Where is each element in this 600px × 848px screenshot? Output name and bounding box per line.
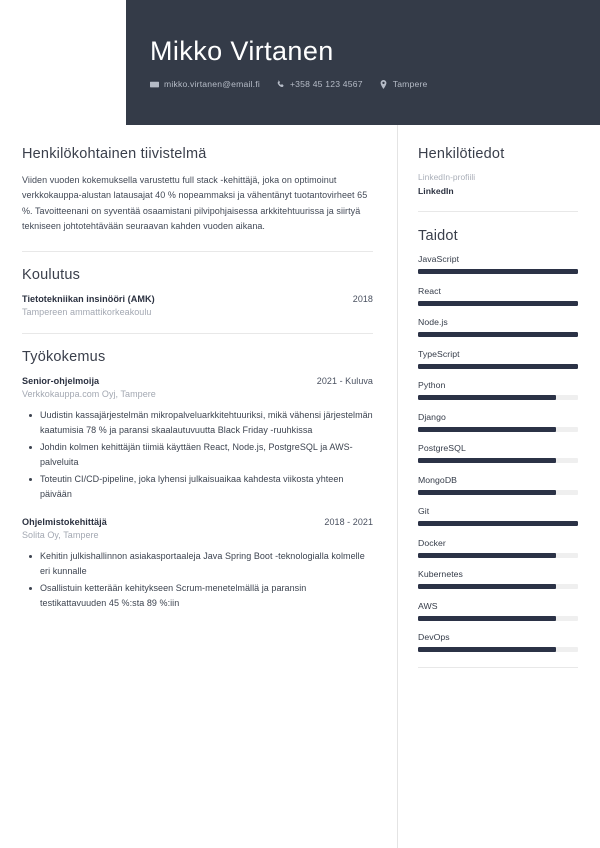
job-company: Verkkokauppa.com Oyj, Tampere [22, 388, 156, 399]
skill-item [418, 412, 578, 432]
education-school: Tampereen ammattikorkeakoulu [22, 306, 152, 317]
job-role: Ohjelmistokehittäjä [22, 516, 107, 527]
envelope-icon [150, 80, 159, 89]
skill-bar-fill [418, 616, 556, 621]
phone-icon [276, 80, 285, 89]
job-role: Senior-ohjelmoija [22, 375, 100, 386]
skill-label: MongoDB [418, 474, 457, 485]
divider [418, 667, 578, 668]
list-item: Kehitin julkishallinnon asiakasportaaleja Java Spring Boot -teknologialla kolmelle eri kunnalle [40, 549, 373, 579]
contact-row [150, 79, 600, 89]
section-summary [22, 146, 373, 235]
contact-location-text: Tampere [392, 79, 428, 90]
skill-bar-fill [418, 647, 556, 652]
skill-bar-fill [418, 553, 556, 558]
resume-header [126, 0, 600, 125]
skill-item [418, 380, 578, 400]
skill-item [418, 601, 578, 621]
personal-info-item [418, 172, 578, 196]
main-column [0, 125, 397, 848]
skill-bar-fill [418, 395, 556, 400]
job-bullets [22, 549, 373, 611]
personal-info-heading: Henkilötiedot [418, 146, 505, 162]
divider [22, 251, 373, 252]
divider [418, 211, 578, 212]
skill-item [418, 286, 578, 306]
section-personal-info [418, 146, 578, 196]
skill-bar-track [418, 490, 578, 495]
skill-bar-track [418, 521, 578, 526]
location-pin-icon [379, 80, 388, 89]
skill-bar-track [418, 364, 578, 369]
skill-bar-fill [418, 521, 578, 526]
contact-email-text: mikko.virtanen@email.fi [164, 79, 260, 90]
education-date: 2018 [352, 293, 373, 304]
skill-bar-fill [418, 301, 578, 306]
job-date: 2021 - Kuluva [316, 375, 373, 386]
skill-item [418, 475, 578, 495]
skill-bar-fill [418, 584, 556, 589]
skill-item [418, 538, 578, 558]
list-item: Toteutin CI/CD-pipeline, joka lyhensi julkaisuaikaa kahdesta viikosta yhteen päivään [40, 472, 373, 502]
resume-body [0, 125, 600, 848]
job-bullets [22, 408, 373, 503]
skill-item [418, 569, 578, 589]
skill-label: DevOps [418, 632, 450, 642]
skill-item [418, 632, 578, 652]
skill-label: JavaScript [418, 254, 460, 264]
skill-bar-track [418, 616, 578, 621]
skill-label: AWS [418, 600, 438, 611]
skill-bar-track [418, 458, 578, 463]
section-skills [418, 228, 578, 652]
education-degree: Tietotekniikan insinööri (AMK) [22, 293, 155, 304]
skill-label: Docker [418, 537, 446, 548]
divider [22, 333, 373, 334]
skill-item [418, 506, 578, 526]
sidebar-column [397, 125, 600, 848]
skill-item [418, 254, 578, 274]
skill-bar-fill [418, 458, 556, 463]
summary-heading: Henkilökohtainen tiivistelmä [22, 146, 207, 162]
linkedin-value[interactable]: LinkedIn [418, 186, 454, 196]
skill-bar-fill [418, 332, 578, 337]
education-heading: Koulutus [22, 266, 81, 283]
contact-location [379, 79, 428, 89]
skill-item [418, 443, 578, 463]
education-entry-head [22, 294, 373, 304]
section-experience [22, 349, 373, 611]
skill-bar-track [418, 301, 578, 306]
experience-entry [22, 376, 373, 503]
skill-bar-fill [418, 364, 578, 369]
skill-label: Python [418, 380, 446, 390]
skill-bar-track [418, 427, 578, 432]
job-company: Solita Oy, Tampere [22, 529, 99, 540]
skill-bar-fill [418, 427, 556, 432]
skill-label: Django [418, 411, 446, 422]
skill-bar-track [418, 647, 578, 652]
skill-label: PostgreSQL [418, 443, 466, 453]
skill-label: Node.js [418, 317, 448, 327]
list-item: Osallistuin ketterään kehitykseen Scrum-menetelmällä ja paransin testikattavuuden 45 %:sta 89 %:iin [40, 581, 373, 611]
skill-bar-track [418, 584, 578, 589]
skill-label: TypeScript [418, 348, 460, 359]
experience-entry [22, 517, 373, 611]
skill-bar-track [418, 332, 578, 337]
skill-bar-fill [418, 490, 556, 495]
skill-item [418, 349, 578, 369]
skills-list [418, 254, 578, 652]
experience-entry-head [22, 376, 373, 386]
contact-phone [276, 79, 363, 89]
education-entry [22, 294, 373, 317]
contact-phone-text: +358 45 123 4567 [289, 79, 363, 90]
contact-email [150, 79, 260, 89]
skill-bar-fill [418, 269, 578, 274]
skill-item [418, 317, 578, 337]
experience-entry-head [22, 517, 373, 527]
skill-bar-track [418, 553, 578, 558]
skill-label: Kubernetes [418, 569, 463, 579]
skill-label: React [418, 285, 441, 296]
skills-heading: Taidot [418, 228, 458, 244]
section-education [22, 267, 373, 317]
linkedin-label: LinkedIn-profiili [418, 172, 476, 182]
skill-label: Git [418, 506, 430, 516]
experience-heading: Työkokemus [22, 348, 106, 365]
summary-text: Viiden vuoden kokemuksella varustettu full stack -kehittäjä, joka on optimoinut verkkokauppa-alustan latausajat 40 % nopeammaksi ja vähentänyt tuotantovirheet 65 %. Tavoitteenani on syventää osaamistani pilvipohjaisessa arkkitehtuurissa ja siirtyä tekniseen johtotehtävään seuraavan kahden vuoden aikana. [22, 175, 368, 232]
skill-bar-track [418, 395, 578, 400]
job-date: 2018 - 2021 [324, 516, 373, 527]
list-item: Johdin kolmen kehittäjän tiimiä käyttäen React, Node.js, PostgreSQL ja AWS-palveluita [40, 440, 373, 470]
list-item: Uudistin kassajärjestelmän mikropalveluarkkitehtuuriksi, mikä vähensi järjestelmän kaatumisia 78 % ja paransi skaalautuvuutta Black Friday -ruuhkissa [40, 408, 373, 438]
skill-bar-track [418, 269, 578, 274]
page-title: Mikko Virtanen [150, 35, 334, 66]
